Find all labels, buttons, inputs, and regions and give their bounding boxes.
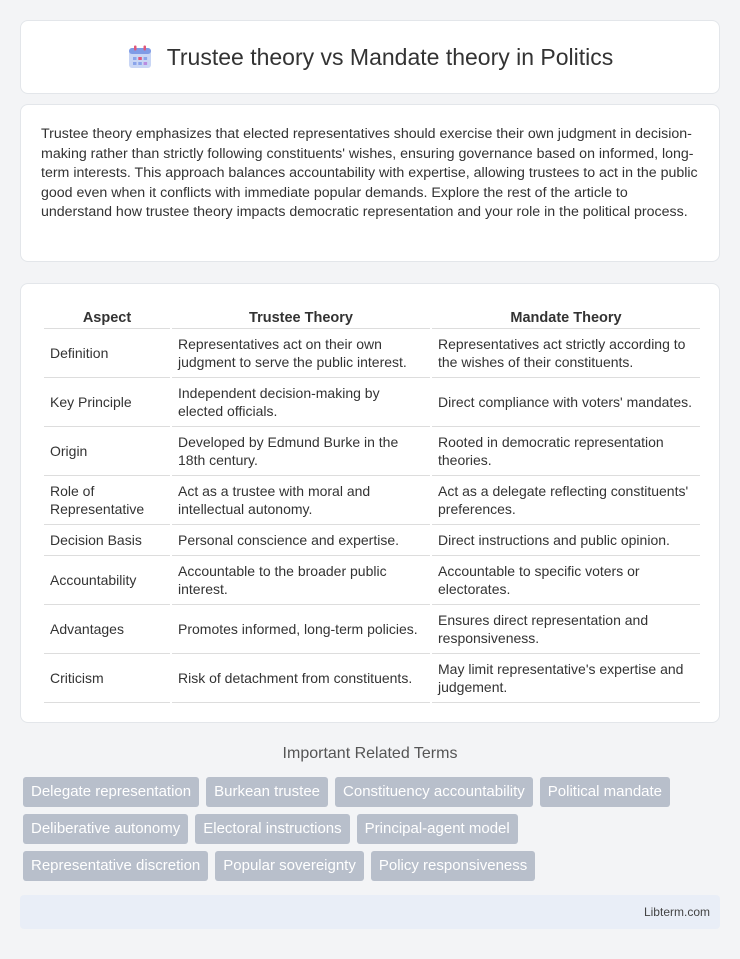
table-cell: Representatives act on their own judgment to serve the public interest.: [172, 329, 430, 378]
table-cell: Promotes informed, long-term policies.: [172, 605, 430, 654]
footer-link[interactable]: Libterm.com: [643, 905, 710, 919]
table-cell: Representatives act strictly according to the wishes of their constituents.: [432, 329, 700, 378]
term-tag[interactable]: Deliberative autonomy: [23, 814, 188, 844]
term-tag[interactable]: Constituency accountability: [335, 777, 533, 807]
intro-card: [20, 104, 720, 262]
column-header: Trustee Theory: [172, 302, 430, 329]
table-cell: Act as a delegate reflecting constituents' preferences.: [432, 476, 700, 525]
table-cell: Developed by Edmund Burke in the 18th century.: [172, 427, 430, 476]
term-tag[interactable]: Delegate representation: [23, 777, 199, 807]
table-cell: Personal conscience and expertise.: [172, 525, 430, 556]
table-row: [44, 654, 700, 703]
table-cell: Accountable to the broader public interest.: [172, 556, 430, 605]
table-cell: Rooted in democratic representation theories.: [432, 427, 700, 476]
term-tag[interactable]: Political mandate: [540, 777, 670, 807]
table-cell: Key Principle: [44, 378, 170, 427]
header-card: [20, 20, 720, 94]
calendar-grid-icon: [127, 44, 153, 70]
related-terms-list: [23, 777, 723, 888]
term-tag[interactable]: Principal-agent model: [357, 814, 518, 844]
table-row: [44, 525, 700, 556]
table-cell: Act as a trustee with moral and intellectual autonomy.: [172, 476, 430, 525]
table-cell: May limit representative's expertise and judgement.: [432, 654, 700, 703]
table-cell: Criticism: [44, 654, 170, 703]
table-cell: Accountable to specific voters or electorates.: [432, 556, 700, 605]
page-title: Trustee theory vs Mandate theory in Politics: [166, 43, 614, 70]
table-cell: Decision Basis: [44, 525, 170, 556]
term-tag[interactable]: Burkean trustee: [206, 777, 328, 807]
table-cell: Origin: [44, 427, 170, 476]
table-header-row: [44, 302, 700, 329]
comparison-table: [42, 302, 702, 703]
comparison-table-card: [20, 283, 720, 723]
term-tag[interactable]: Representative discretion: [23, 851, 208, 881]
intro-text: Trustee theory emphasizes that elected representatives should exercise their own judgment in decision-making rather than strictly following constituents' wishes, ensuring governance based on informed, long-term interests. This approach balances accountability with expertise, allowing trustees to act in the public good even when it conflicts with immediate popular demands. Explore the rest of the article to understand how trustee theory impacts democratic representation and your role in the political process.: [41, 126, 698, 221]
table-cell: Direct compliance with voters' mandates.: [432, 378, 700, 427]
column-header: Mandate Theory: [432, 302, 700, 329]
table-row: [44, 378, 700, 427]
table-cell: Ensures direct representation and responsiveness.: [432, 605, 700, 654]
table-row: [44, 605, 700, 654]
table-cell: Role of Representative: [44, 476, 170, 525]
table-row: [44, 476, 700, 525]
term-tag[interactable]: Policy responsiveness: [371, 851, 535, 881]
table-row: [44, 329, 700, 378]
table-cell: Accountability: [44, 556, 170, 605]
table-row: [44, 556, 700, 605]
column-header: Aspect: [44, 302, 170, 329]
table-cell: Direct instructions and public opinion.: [432, 525, 700, 556]
related-terms-title: Important Related Terms: [282, 745, 458, 762]
table-cell: Advantages: [44, 605, 170, 654]
term-tag[interactable]: Electoral instructions: [195, 814, 349, 844]
table-cell: Risk of detachment from constituents.: [172, 654, 430, 703]
table-cell: Definition: [44, 329, 170, 378]
table-cell: Independent decision-making by elected officials.: [172, 378, 430, 427]
table-row: [44, 427, 700, 476]
term-tag[interactable]: Popular sovereignty: [215, 851, 364, 881]
footer: [20, 895, 720, 929]
